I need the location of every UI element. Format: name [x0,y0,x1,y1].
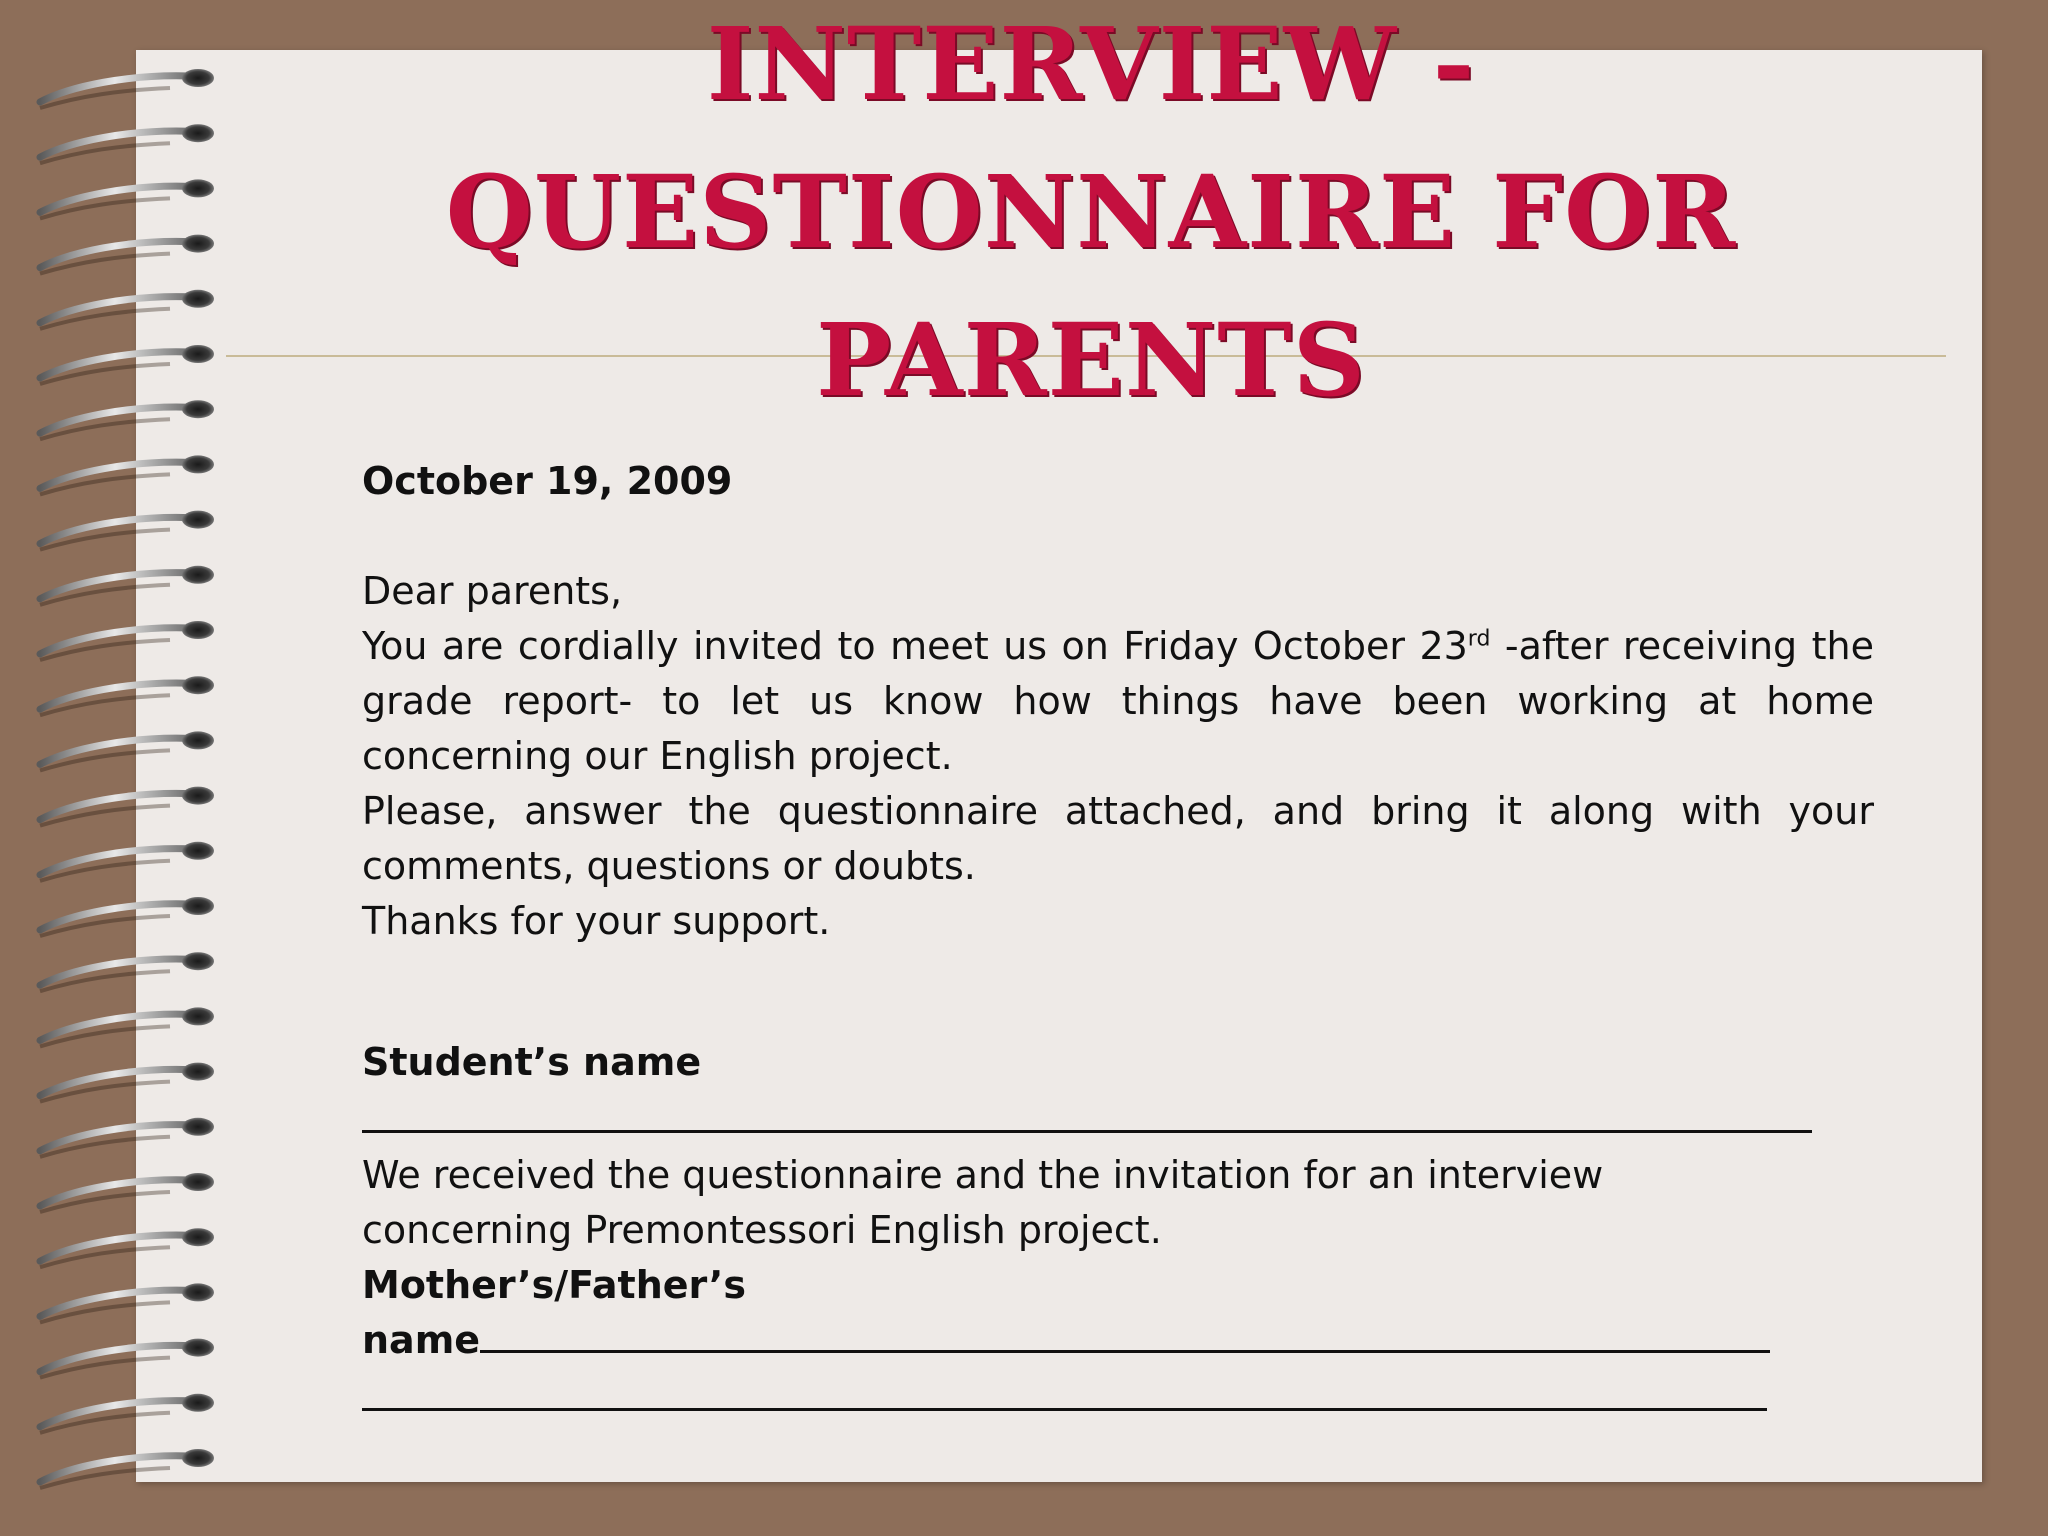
parent-name-field-extra[interactable] [362,1368,1767,1411]
spiral-hole [182,952,214,970]
spiral-hole [182,345,214,363]
spiral-hole [182,69,214,87]
spiral-hole [182,455,214,473]
spiral-hole [182,235,214,253]
acknowledgement-text: We received the questionnaire and the invitation for an interview concerning Premontessori English project. [362,1153,1604,1252]
student-name-label: Student’s name [362,1040,702,1084]
spiral-hole [182,566,214,584]
spiral-hole [182,787,214,805]
letter-paragraph-request: Please, answer the questionnaire attached, and bring it along with your comments, questions or doubts. [362,789,1874,888]
spiral-hole [182,1118,214,1136]
parent-name-label-line2: name [362,1318,481,1362]
spiral-hole [182,1007,214,1025]
spiral-hole [182,124,214,142]
page-title: INTERVIEW - QUESTIONNAIRE FOR PARENTS [445,5,1737,419]
spiral-binding-icon [0,0,260,1536]
letter-greeting: Dear parents, [362,569,623,613]
spiral-hole [182,842,214,860]
spiral-hole [182,1449,214,1467]
spiral-hole [182,897,214,915]
letter-body [362,454,1874,1426]
letter-paragraph-invitation [362,619,1874,784]
parent-name-field[interactable] [480,1314,1770,1353]
spiral-hole [182,179,214,197]
letter-date: October 19, 2009 [362,459,733,503]
spiral-hole [182,511,214,529]
spiral-hole [182,1063,214,1081]
spiral-hole [182,1228,214,1246]
parent-name-label-line1: Mother’s/Father’s [362,1263,746,1307]
student-name-field[interactable] [362,1090,1812,1133]
invitation-text-start: You are cordially invited to meet us on Friday October 23 [362,624,1468,668]
ordinal-suffix: rd [1467,626,1491,652]
invitation-text-end: -after receiving the grade report- to let us know how things have been working at home concerning our English project. [362,624,1874,778]
spiral-hole [182,1173,214,1191]
spiral-hole [182,290,214,308]
spiral-hole [182,1394,214,1412]
spiral-hole [182,621,214,639]
spiral-hole [182,1283,214,1301]
spiral-hole [182,400,214,418]
letter-thanks: Thanks for your support. [362,899,831,943]
spiral-hole [182,731,214,749]
spiral-hole [182,676,214,694]
spiral-hole [182,1339,214,1357]
